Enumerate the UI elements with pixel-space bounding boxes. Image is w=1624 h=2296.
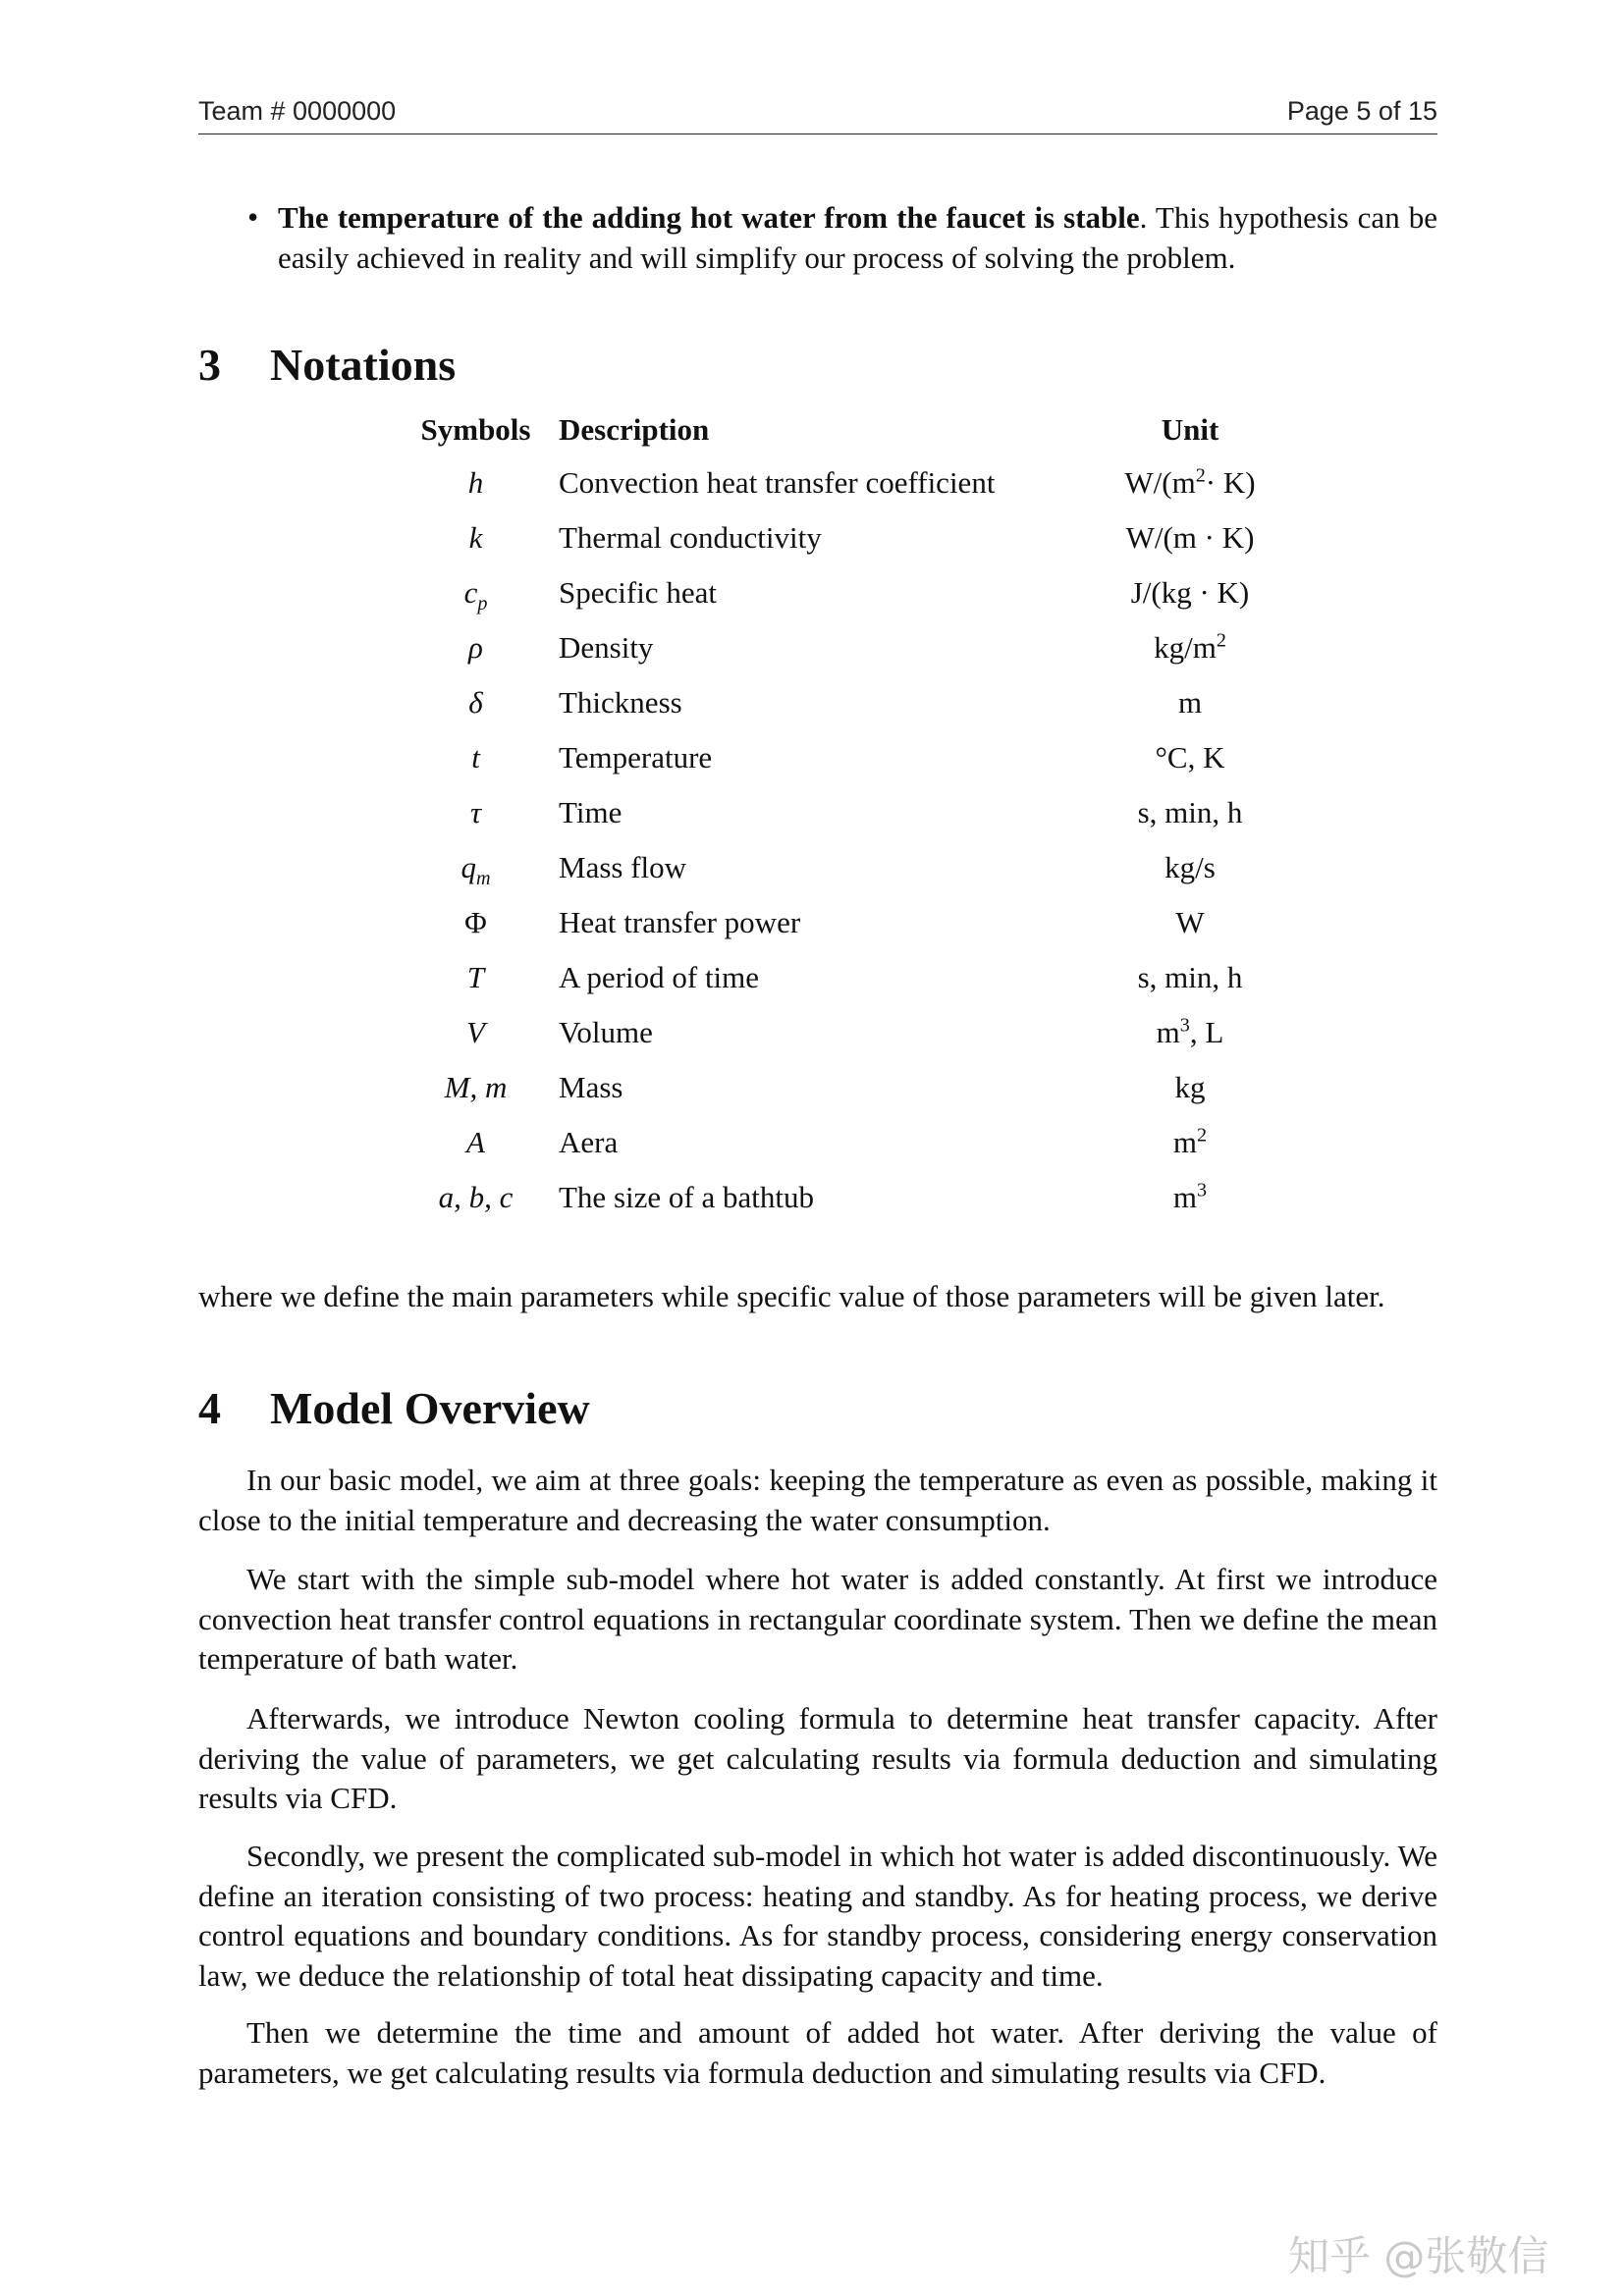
paragraph-complicated-submodel: Secondly, we present the complicated sub-model in which hot water is added discontinuously. We define an iteration consisting of two process: heating and standby. As for heating process, we derive control equations and boundary conditions. As for standby process, considering energy conservation law, we deduce the relationship of total heat dissipating capacity and time. <box>198 1839 1437 1993</box>
notation-symbol: δ <box>468 685 483 720</box>
notation-unit: $m^3$ <box>1172 1179 1208 1214</box>
notation-symbol: k <box>468 520 483 555</box>
notation-description: Aera <box>559 1125 619 1159</box>
section-heading-notations <box>198 339 456 391</box>
table-row <box>395 455 1311 510</box>
section-number: 3 <box>198 340 221 390</box>
notation-description: Thermal conductivity <box>559 520 822 555</box>
header-unit: Unit <box>1161 412 1219 447</box>
notation-description: Convection heat transfer coefficient <box>559 465 996 500</box>
notation-description: Density <box>559 630 654 665</box>
notation-symbol: $c_p$ <box>463 575 488 615</box>
notation-symbol: A <box>466 1125 485 1159</box>
notation-unit: m <box>1177 685 1203 720</box>
notation-unit: W <box>1175 905 1205 939</box>
notation-description: Specific heat <box>559 575 717 610</box>
paragraph-newton-cooling: Afterwards, we introduce Newton cooling formula to determine heat transfer capacity. After deriving the value of parameters, we get calculating results via formula deduction and simulating results via CFD. <box>198 1701 1437 1815</box>
bullet-marker: • <box>247 199 259 235</box>
table-row <box>395 840 1311 895</box>
notation-symbol: Φ <box>464 905 487 939</box>
paragraph-goals: In our basic model, we aim at three goals: keeping the temperature as even as possible, making it close to the initial temperature and decreasing the water consumption. <box>198 1463 1437 1537</box>
notation-symbol: M, m <box>444 1070 508 1104</box>
notation-symbol: ρ <box>468 630 483 665</box>
notation-rows <box>395 455 1311 1225</box>
notation-description: Mass flow <box>559 850 687 884</box>
notation-unit: W/(m · K) <box>1125 520 1255 555</box>
notation-note: where we define the main parameters while specific value of those parameters will be given later. <box>198 1279 1385 1313</box>
table-row <box>395 950 1311 1005</box>
section-title: Model Overview <box>270 1383 590 1433</box>
section-heading-model-overview <box>198 1382 590 1434</box>
paragraph-added-water: Then we determine the time and amount of added hot water. After deriving the value of parameters, we get calculating results via formula deduction and simulating results via CFD. <box>198 2015 1437 2090</box>
notation-table <box>395 404 1311 1225</box>
notation-description: Time <box>559 795 623 829</box>
assumption-bold: The temperature of the adding hot water from the faucet is stable <box>278 200 1140 235</box>
page-number: Page 5 of 15 <box>1286 96 1437 126</box>
notation-description: The size of a bathtub <box>559 1180 814 1214</box>
notation-symbol: t <box>471 740 480 774</box>
notation-symbol: T <box>466 960 485 994</box>
notation-unit: kg <box>1174 1070 1206 1104</box>
assumption-text: . This hypothesis can be easily achieved in reality and will simplify our process of solving the problem. <box>278 200 1437 275</box>
paragraph-simple-submodel: We start with the simple sub-model where hot water is added constantly. At first we introduce convection heat transfer control equations in rectangular coordinate system. Then we define the mean temperature of bath water. <box>198 1562 1437 1676</box>
notation-unit: $m^2$ <box>1172 1124 1208 1159</box>
notation-unit: s, min, h <box>1137 960 1243 994</box>
header-description: Description <box>559 412 710 447</box>
notation-symbol: a, b, c <box>438 1180 514 1214</box>
table-row <box>395 1115 1311 1170</box>
section-title: Notations <box>270 340 457 390</box>
watermark: 知乎 @张敬信 <box>1288 2232 1549 2280</box>
notation-symbol: $q_m$ <box>460 850 491 890</box>
page-header <box>198 94 1437 134</box>
table-row <box>395 1170 1311 1225</box>
notation-symbol: V <box>466 1015 485 1049</box>
notation-symbol: τ <box>469 795 482 829</box>
table-row <box>395 730 1311 785</box>
notation-unit: J/(kg · K) <box>1130 575 1250 610</box>
notation-description: Mass <box>559 1070 623 1104</box>
table-row <box>395 565 1311 620</box>
assumption-item <box>278 197 1437 278</box>
team-number: Team # 0000000 <box>198 96 397 126</box>
table-row <box>395 1005 1311 1060</box>
notation-unit: $W/(m^2\cdot K)$ <box>1124 464 1256 500</box>
table-row <box>395 1060 1311 1115</box>
table-row <box>395 895 1311 950</box>
notation-unit: °C, K <box>1155 740 1225 774</box>
header-symbols: Symbols <box>420 412 531 447</box>
table-row <box>395 675 1311 730</box>
notation-description: Heat transfer power <box>559 905 801 939</box>
notation-description: Volume <box>559 1015 653 1049</box>
notation-description: Thickness <box>559 685 682 720</box>
notation-unit: s, min, h <box>1137 795 1243 829</box>
table-row <box>395 785 1311 840</box>
notation-description: A period of time <box>559 960 760 994</box>
notation-description: Temperature <box>559 740 713 774</box>
notation-symbol: h <box>467 465 484 500</box>
table-header-row <box>395 404 1311 455</box>
table-row <box>395 620 1311 675</box>
section-number: 4 <box>198 1383 221 1433</box>
notation-unit: $m^3$, L <box>1156 1014 1224 1049</box>
notation-unit: kg/s <box>1164 850 1216 884</box>
table-row <box>395 510 1311 565</box>
notation-unit: $kg/m^2$ <box>1154 629 1226 665</box>
